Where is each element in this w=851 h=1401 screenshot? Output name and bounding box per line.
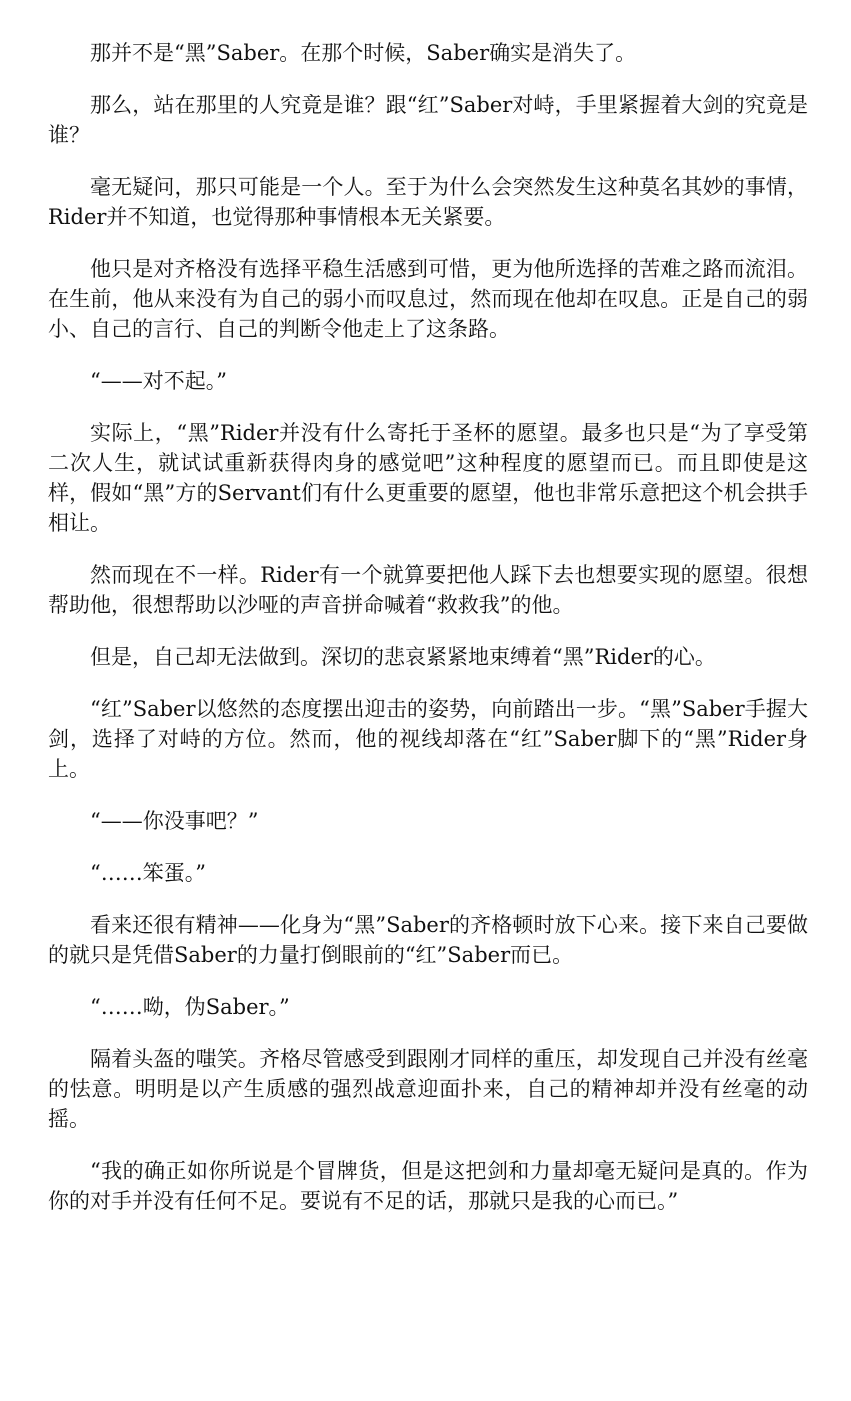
paragraph-15: “我的确正如你所说是个冒牌货，但是这把剑和力量却毫无疑问是真的。作为你的对手并没有任何不足。要说有不足的话，那就只是我的心而已。”	[48, 1159, 808, 1213]
paragraph-8: 但是，自己却无法做到。深切的悲哀紧紧地束缚着“黑”Rider的心。	[90, 645, 716, 669]
paragraph-6: 实际上，“黑”Rider并没有什么寄托于圣杯的愿望。最多也只是“为了享受第二次人生，就试试重新获得肉身的感觉吧”这种程度的愿望而已。而且即使是这样，假如“黑”方的Servant们有什么更重要的愿望，他也非常乐意把这个机会拱手相让。	[48, 421, 808, 535]
paragraph-7: 然而现在不一样。Rider有一个就算要把他人踩下去也想要实现的愿望。很想帮助他，很想帮助以沙哑的声音拼命喊着“救救我”的他。	[48, 563, 808, 617]
paragraph-14: 隔着头盔的嗤笑。齐格尽管感受到跟刚才同样的重压，却发现自己并没有丝毫的怯意。明明是以产生质感的强烈战意迎面扑来，自己的精神却并没有丝毫的动摇。	[48, 1047, 808, 1131]
paragraph-11: “……笨蛋。”	[90, 861, 206, 885]
paragraph-3: 毫无疑问，那只可能是一个人。至于为什么会突然发生这种莫名其妙的事情，Rider并不知道，也觉得那种事情根本无关紧要。	[48, 175, 808, 229]
paragraph-2: 那么，站在那里的人究竟是谁？跟“红”Saber对峙，手里紧握着大剑的究竟是谁？	[48, 93, 808, 147]
paragraph-12: 看来还很有精神——化身为“黑”Saber的齐格顿时放下心来。接下来自己要做的就只是凭借Saber的力量打倒眼前的“红”Saber而已。	[48, 913, 808, 967]
paragraph-4: 他只是对齐格没有选择平稳生活感到可惜，更为他所选择的苦难之路而流泪。在生前，他从来没有为自己的弱小而叹息过，然而现在他却在叹息。正是自己的弱小、自己的言行、自己的判断令他走上了这条路。	[48, 257, 808, 341]
paragraph-5: “——对不起。”	[90, 369, 227, 393]
document-page	[48, 38, 808, 1238]
paragraph-9: “红”Saber以悠然的态度摆出迎击的姿势，向前踏出一步。“黑”Saber手握大剑，选择了对峙的方位。然而，他的视线却落在“红”Saber脚下的“黑”Rider身上。	[48, 697, 808, 781]
paragraph-1: 那并不是“黑”Saber。在那个时候，Saber确实是消失了。	[90, 41, 637, 65]
paragraph-10: “——你没事吧？”	[90, 809, 259, 833]
paragraph-13: “……呦，伪Saber。”	[90, 995, 290, 1019]
